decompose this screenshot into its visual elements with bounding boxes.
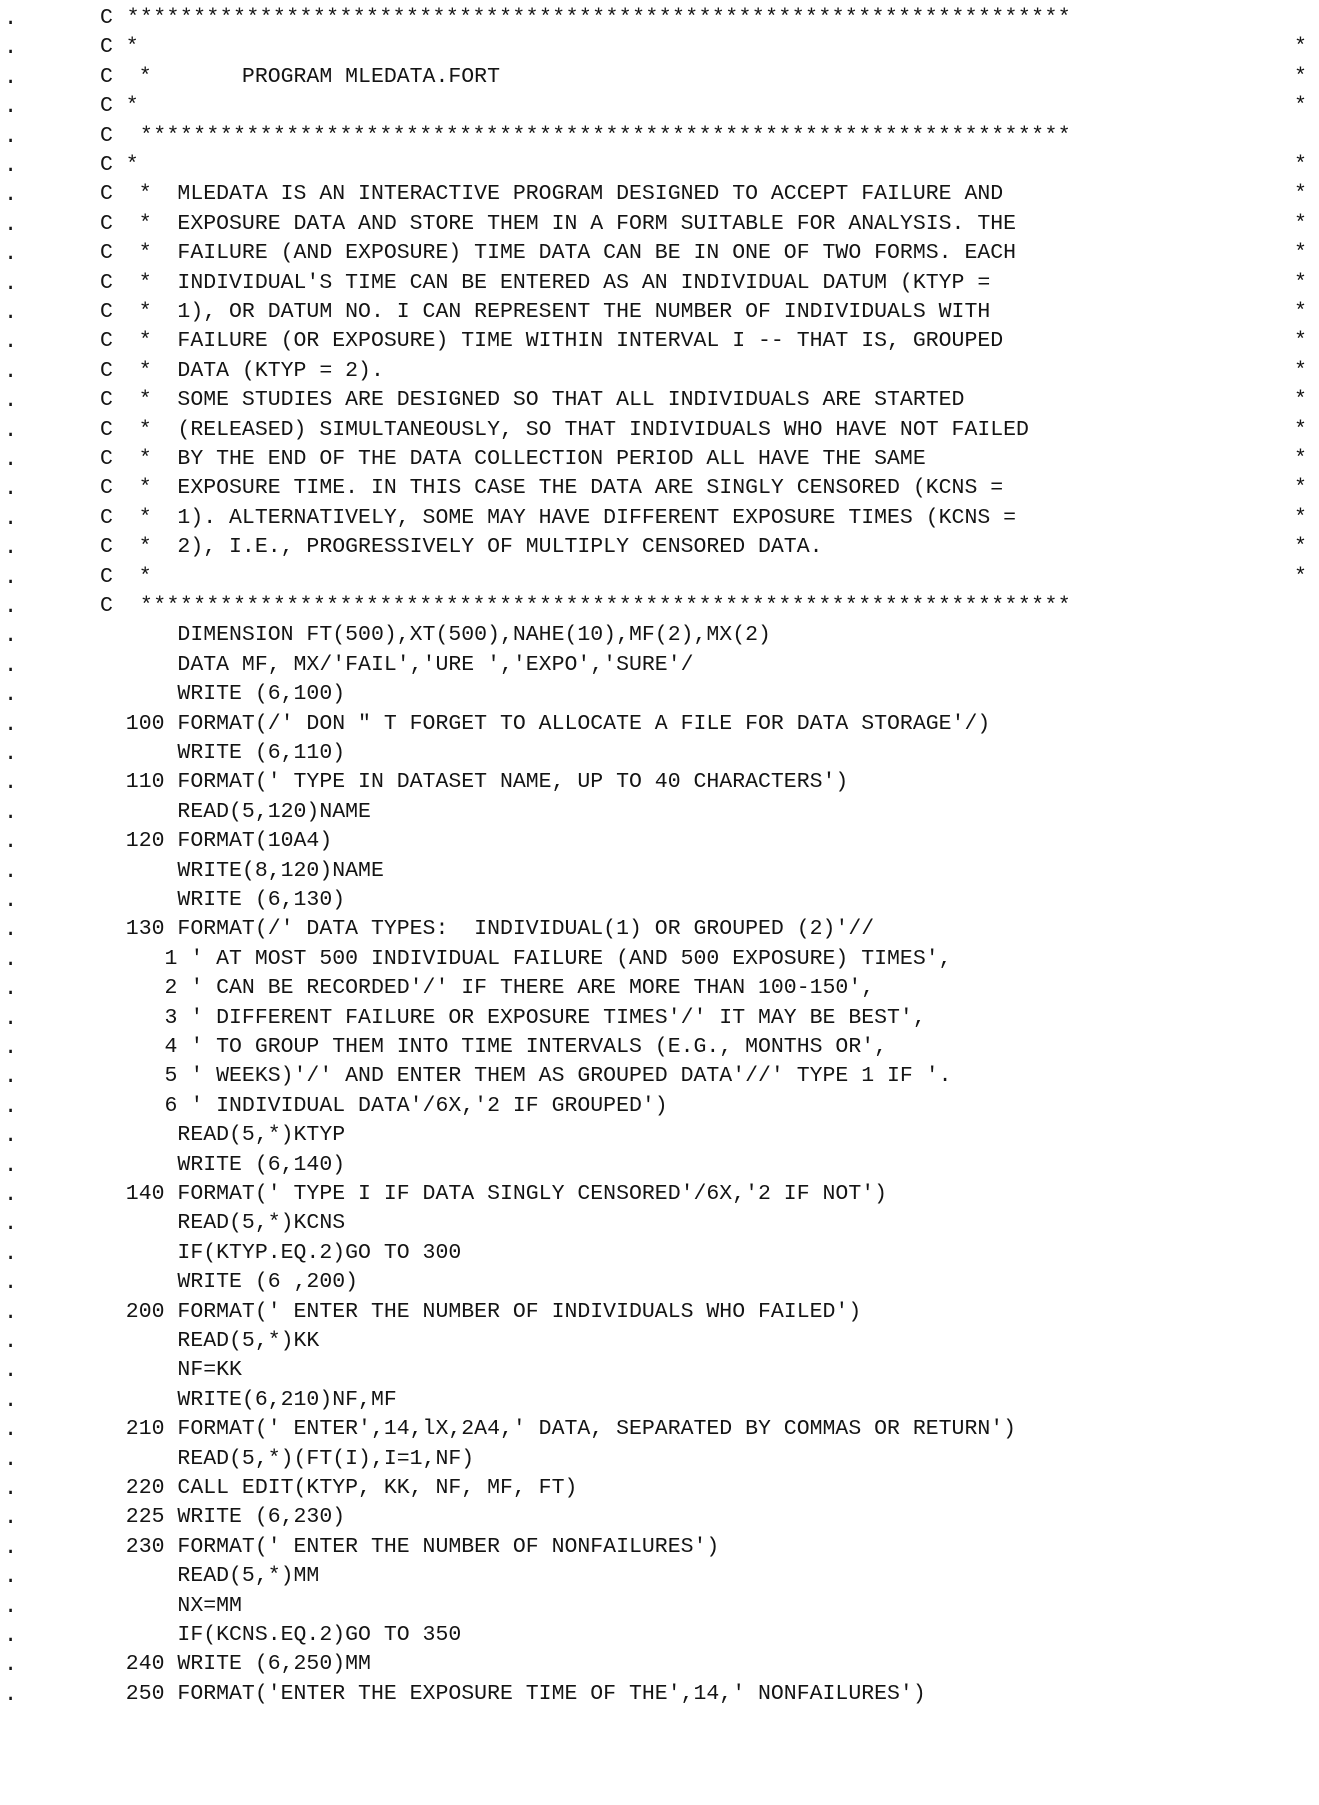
code-text: IF(KCNS.EQ.2)GO TO 350 — [100, 1623, 462, 1647]
code-text: NX=MM — [100, 1593, 242, 1618]
code-text: C * (RELEASED) SIMULTANEOUSLY, SO THAT INDIVIDUALS WHO HAVE NOT FAILED — [100, 417, 1029, 442]
code-text: READ(5,*)KTYP — [100, 1123, 346, 1148]
gutter-dot: . — [4, 1035, 18, 1060]
code-line — [0, 651, 1319, 680]
gutter-dot: . — [4, 1652, 18, 1678]
gutter-dot: . — [4, 123, 18, 149]
gutter-dot: . — [4, 417, 18, 443]
code-text: C *********************************************************************** — [100, 6, 1072, 30]
code-text: 250 FORMAT('ENTER THE EXPOSURE TIME OF THE',14,' NONFAILURES') — [100, 1681, 926, 1706]
gutter-dot: . — [4, 64, 18, 90]
gutter-dot: . — [4, 1299, 18, 1325]
comment-border-star: * — [1294, 35, 1307, 60]
gutter-dot: . — [4, 917, 18, 943]
code-text: READ(5,120)NAME — [100, 799, 371, 824]
code-text: C * SOME STUDIES ARE DESIGNED SO THAT ALL INDIVIDUALS ARE STARTED — [100, 388, 965, 413]
gutter-dot: . — [4, 270, 18, 296]
code-text: C * — [100, 153, 139, 177]
code-line — [0, 151, 1319, 180]
gutter-dot: . — [4, 1417, 18, 1443]
comment-border-star: * — [1294, 329, 1307, 354]
code-line — [0, 915, 1319, 944]
code-text: 4 ' TO GROUP THEM INTO TIME INTERVALS (E.G., MONTHS OR', — [100, 1035, 888, 1059]
comment-border-star: * — [1294, 211, 1307, 236]
gutter-dot: . — [4, 447, 18, 472]
code-text: WRITE(8,120)NAME — [100, 858, 384, 883]
gutter-dot: . — [4, 1152, 18, 1178]
code-text: C * PROGRAM MLEDATA.FORT — [100, 64, 500, 89]
gutter-dot: . — [4, 594, 18, 619]
code-line — [0, 1680, 1319, 1709]
code-text: WRITE (6,100) — [100, 682, 346, 707]
code-text: 100 FORMAT(/' DON " T FORGET TO ALLOCATE A FILE FOR DATA STORAGE'/) — [100, 711, 991, 736]
code-line — [0, 1151, 1319, 1180]
code-text: C ********************************************************************** — [100, 594, 1072, 618]
code-line — [0, 1415, 1319, 1444]
code-line — [0, 857, 1319, 886]
code-text: 2 ' CAN BE RECORDED'/' IF THERE ARE MORE THAN 100-150', — [100, 976, 875, 1001]
code-text: C * BY THE END OF THE DATA COLLECTION PERIOD ALL HAVE THE SAME — [100, 447, 926, 471]
code-line — [0, 798, 1319, 827]
code-line — [0, 1592, 1319, 1621]
code-line — [0, 1180, 1319, 1209]
gutter-dot: . — [4, 300, 18, 325]
gutter-dot: . — [4, 358, 18, 384]
gutter-dot: . — [4, 1593, 18, 1619]
gutter-dot: . — [4, 1211, 18, 1237]
gutter-dot: . — [4, 1564, 18, 1590]
code-line — [0, 1092, 1319, 1121]
gutter-dot: . — [4, 1240, 18, 1266]
code-text: 120 FORMAT(10A4) — [100, 829, 333, 854]
code-text: DATA MF, MX/'FAIL','URE ','EXPO','SURE'/ — [100, 652, 694, 677]
code-text: 240 WRITE (6,250)MM — [100, 1652, 371, 1677]
code-text: 6 ' INDIVIDUAL DATA'/6X,'2 IF GROUPED') — [100, 1093, 668, 1118]
gutter-dot: . — [4, 1123, 18, 1149]
gutter-dot: . — [4, 1182, 18, 1207]
gutter-dot: . — [4, 329, 18, 355]
gutter-dot: . — [4, 1387, 18, 1413]
code-text: C ********************************************************************** — [100, 123, 1072, 148]
code-line — [0, 710, 1319, 739]
code-text: READ(5,*)MM — [100, 1564, 320, 1589]
code-line — [0, 416, 1319, 445]
code-text: IF(KTYP.EQ.2)GO TO 300 — [100, 1240, 462, 1265]
code-line — [0, 474, 1319, 503]
comment-border-star: * — [1294, 417, 1307, 442]
gutter-dot: . — [4, 652, 18, 678]
gutter-dot: . — [4, 211, 18, 237]
code-text: 220 CALL EDIT(KTYP, KK, NF, MF, FT) — [100, 1476, 578, 1500]
gutter-dot: . — [4, 888, 18, 913]
code-line — [0, 974, 1319, 1003]
comment-border-star: * — [1294, 241, 1307, 266]
code-text: READ(5,*)(FT(I),I=1,NF) — [100, 1446, 475, 1471]
code-line — [0, 827, 1319, 856]
code-text: NF=KK — [100, 1358, 242, 1383]
gutter-dot: . — [4, 1329, 18, 1354]
gutter-dot: . — [4, 946, 18, 972]
code-text: 3 ' DIFFERENT FAILURE OR EXPOSURE TIMES'/' IT MAY BE BEST', — [100, 1005, 926, 1030]
code-line — [0, 1268, 1319, 1297]
code-line — [0, 180, 1319, 209]
code-line — [0, 1209, 1319, 1238]
comment-border-star: * — [1294, 182, 1307, 207]
gutter-dot: . — [4, 182, 18, 208]
code-text: C * 2), I.E., PROGRESSIVELY OF MULTIPLY CENSORED DATA. — [100, 535, 823, 560]
code-text: WRITE (6,110) — [100, 741, 346, 765]
code-line — [0, 1004, 1319, 1033]
comment-border-star: * — [1294, 476, 1307, 501]
code-line — [0, 680, 1319, 709]
code-line — [0, 1650, 1319, 1679]
gutter-dot: . — [4, 1093, 18, 1119]
code-text: C * INDIVIDUAL'S TIME CAN BE ENTERED AS AN INDIVIDUAL DATUM (KTYP = — [100, 270, 991, 295]
gutter-dot: . — [4, 241, 18, 267]
gutter-dot: . — [4, 1064, 18, 1090]
gutter-dot: . — [4, 476, 18, 502]
gutter-dot: . — [4, 1505, 18, 1531]
code-text: WRITE (6,130) — [100, 888, 346, 912]
gutter-dot: . — [4, 770, 18, 796]
code-line — [0, 621, 1319, 650]
code-line — [0, 504, 1319, 533]
code-line — [0, 1562, 1319, 1591]
gutter-dot: . — [4, 1270, 18, 1296]
code-line — [0, 1445, 1319, 1474]
gutter-dot: . — [4, 799, 18, 825]
gutter-dot: . — [4, 1534, 18, 1560]
code-text: C * EXPOSURE TIME. IN THIS CASE THE DATA ARE SINGLY CENSORED (KCNS = — [100, 476, 1004, 501]
code-line — [0, 1503, 1319, 1532]
code-line — [0, 327, 1319, 356]
code-text: C * — [100, 35, 139, 60]
code-line — [0, 533, 1319, 562]
code-line — [0, 210, 1319, 239]
code-line — [0, 269, 1319, 298]
code-text: C * DATA (KTYP = 2). — [100, 358, 384, 383]
code-line — [0, 739, 1319, 768]
code-line — [0, 1121, 1319, 1150]
code-text: 200 FORMAT(' ENTER THE NUMBER OF INDIVIDUALS WHO FAILED') — [100, 1299, 862, 1324]
gutter-dot: . — [4, 976, 18, 1002]
code-text: C * FAILURE (OR EXPOSURE) TIME WITHIN INTERVAL I -- THAT IS, GROUPED — [100, 329, 1004, 354]
gutter-dot: . — [4, 535, 18, 561]
gutter-dot: . — [4, 682, 18, 708]
comment-border-star: * — [1294, 388, 1307, 413]
code-line — [0, 1033, 1319, 1062]
code-line — [0, 1298, 1319, 1327]
comment-border-star: * — [1294, 505, 1307, 530]
code-text: 1 ' AT MOST 500 INDIVIDUAL FAILURE (AND 500 EXPOSURE) TIMES', — [100, 946, 952, 971]
gutter-dot: . — [4, 858, 18, 884]
code-text: 140 FORMAT(' TYPE I IF DATA SINGLY CENSORED'/6X,'2 IF NOT') — [100, 1182, 888, 1206]
code-line — [0, 1621, 1319, 1650]
gutter-dot: . — [4, 35, 18, 61]
code-line — [0, 592, 1319, 621]
code-text: READ(5,*)KK — [100, 1329, 320, 1353]
code-text: 110 FORMAT(' TYPE IN DATASET NAME, UP TO 40 CHARACTERS') — [100, 770, 849, 795]
gutter-dot: . — [4, 6, 18, 31]
code-text: 225 WRITE (6,230) — [100, 1505, 346, 1530]
code-line — [0, 1533, 1319, 1562]
code-text: 5 ' WEEKS)'/' AND ENTER THEM AS GROUPED DATA'//' TYPE 1 IF '. — [100, 1064, 952, 1089]
comment-border-star: * — [1294, 64, 1307, 89]
code-line — [0, 92, 1319, 121]
gutter-dot: . — [4, 564, 18, 590]
gutter-dot: . — [4, 1681, 18, 1707]
code-line — [0, 357, 1319, 386]
code-line — [0, 386, 1319, 415]
comment-border-star: * — [1294, 153, 1307, 177]
gutter-dot: . — [4, 1476, 18, 1501]
code-line — [0, 1239, 1319, 1268]
code-text: C * EXPOSURE DATA AND STORE THEM IN A FORM SUITABLE FOR ANALYSIS. THE — [100, 211, 1017, 236]
gutter-dot: . — [4, 711, 18, 737]
code-line — [0, 886, 1319, 915]
code-line — [0, 1327, 1319, 1356]
gutter-dot: . — [4, 1623, 18, 1648]
code-line — [0, 1386, 1319, 1415]
gutter-dot: . — [4, 153, 18, 178]
code-line — [0, 445, 1319, 474]
comment-border-star: * — [1294, 300, 1307, 324]
code-line — [0, 239, 1319, 268]
code-text: READ(5,*)KCNS — [100, 1211, 346, 1236]
code-text: C * 1), OR DATUM NO. I CAN REPRESENT THE NUMBER OF INDIVIDUALS WITH — [100, 300, 991, 324]
code-text: WRITE(6,210)NF,MF — [100, 1387, 397, 1412]
code-text: 230 FORMAT(' ENTER THE NUMBER OF NONFAILURES') — [100, 1534, 720, 1559]
code-line — [0, 1062, 1319, 1091]
comment-border-star: * — [1294, 564, 1307, 589]
code-line — [0, 33, 1319, 62]
gutter-dot: . — [4, 829, 18, 855]
code-text: 210 FORMAT(' ENTER',14,lX,2A4,' DATA, SEPARATED BY COMMAS OR RETURN') — [100, 1417, 1017, 1442]
gutter-dot: . — [4, 623, 18, 649]
gutter-dot: . — [4, 94, 18, 120]
code-text: C * FAILURE (AND EXPOSURE) TIME DATA CAN BE IN ONE OF TWO FORMS. EACH — [100, 241, 1017, 266]
comment-border-star: * — [1294, 535, 1307, 560]
code-text: C * — [100, 94, 139, 119]
code-text: WRITE (6,140) — [100, 1152, 346, 1177]
code-line — [0, 945, 1319, 974]
comment-border-star: * — [1294, 94, 1307, 119]
code-line — [0, 122, 1319, 151]
gutter-dot: . — [4, 741, 18, 766]
comment-border-star: * — [1294, 447, 1307, 471]
comment-border-star: * — [1294, 358, 1307, 383]
code-text: C * 1). ALTERNATIVELY, SOME MAY HAVE DIFFERENT EXPOSURE TIMES (KCNS = — [100, 505, 1017, 530]
code-text: DIMENSION FT(500),XT(500),NAHE(10),MF(2),MX(2) — [100, 623, 771, 648]
code-line — [0, 1474, 1319, 1503]
code-line — [0, 768, 1319, 797]
code-text: WRITE (6 ,200) — [100, 1270, 359, 1295]
gutter-dot: . — [4, 1446, 18, 1472]
gutter-dot: . — [4, 1358, 18, 1384]
gutter-dot: . — [4, 505, 18, 531]
gutter-dot: . — [4, 388, 18, 414]
code-text: C * MLEDATA IS AN INTERACTIVE PROGRAM DESIGNED TO ACCEPT FAILURE AND — [100, 182, 1004, 207]
code-line — [0, 1356, 1319, 1385]
comment-border-star: * — [1294, 270, 1307, 295]
gutter-dot: . — [4, 1005, 18, 1031]
code-text: 130 FORMAT(/' DATA TYPES: INDIVIDUAL(1) OR GROUPED (2)'// — [100, 917, 875, 942]
code-line — [0, 298, 1319, 327]
code-text: C * — [100, 564, 152, 589]
code-line — [0, 563, 1319, 592]
code-line — [0, 63, 1319, 92]
code-line — [0, 4, 1319, 33]
